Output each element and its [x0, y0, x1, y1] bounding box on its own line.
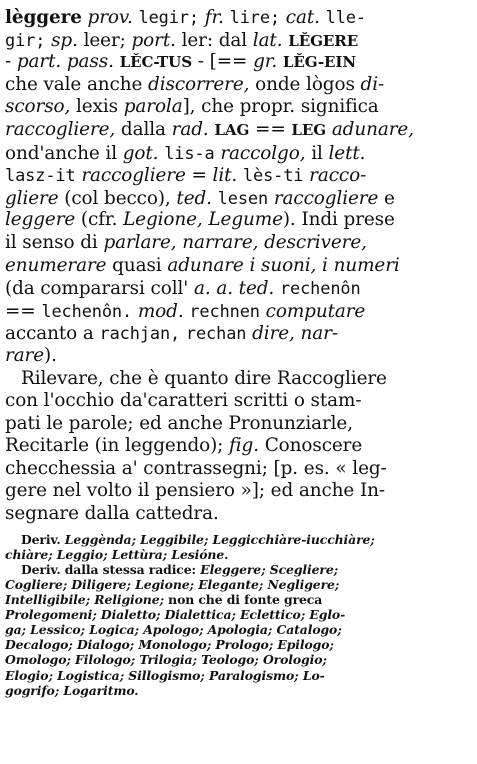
text-run: parlare, narrare, descrivere,: [103, 231, 367, 253]
text-run: lès-ti: [242, 165, 304, 186]
text-run: lett.: [328, 142, 366, 164]
text-run: racco-: [309, 165, 367, 187]
text-run: lechenôn.: [41, 300, 133, 321]
derivative-line: [5, 592, 471, 607]
entry-line: [5, 164, 471, 187]
meaning-line: Recitarle (in leggendo); fig. Conoscere: [5, 435, 363, 457]
entry-line: [5, 29, 471, 52]
text-run: ], che propr. significa: [182, 96, 379, 118]
text-run: ==: [249, 118, 292, 140]
meaning-line: checchessia a' contrassegni; [p. es. « leg-: [5, 457, 387, 479]
text-run: e: [378, 187, 395, 209]
meaning-line: segnare dalla cattedra.: [5, 503, 219, 525]
text-run: fr.: [204, 7, 224, 28]
text-run: adunare i suoni, i numeri: [167, 254, 400, 276]
meaning-line: pati le parole; ed anche Pronunziarle,: [5, 412, 353, 434]
text-run: Legione,: [123, 209, 203, 231]
derivative-run: non che di fonte greca: [163, 592, 323, 608]
text-run: discorrere,: [148, 73, 250, 95]
text-run: legir;: [138, 7, 199, 27]
text-run: prov.: [87, 7, 133, 28]
text-run: LĔGERE: [288, 31, 359, 50]
derivative-run: Cogliere; Diligere; Legione; Elegante; Negligere;: [5, 576, 340, 592]
derivative-run: Decalogo; Dialogo; Monologo; Prologo; Epilogo;: [5, 637, 334, 653]
meaning-line: con l'occhio da'caratteri scritti o stam-: [5, 390, 362, 412]
derivative-run: Omologo; Filologo; Trilogia; Teologo; Orologio;: [5, 652, 327, 668]
text-run: lit.: [212, 165, 238, 187]
text-run: leer;: [77, 29, 132, 51]
text-run: rechan: [185, 323, 247, 344]
text-run: ler: dal: [175, 29, 253, 51]
text-run: raccolgo,: [220, 142, 306, 164]
derivative-run: Prolegomeni; Dialetto; Dialettica; Eclettico; Eglo-: [5, 607, 346, 623]
entry-line: [5, 6, 471, 29]
text-run: lexis: [70, 96, 124, 118]
entry-line: [5, 119, 471, 142]
text-run: sp.: [51, 29, 78, 51]
text-run: enumerare: [5, 254, 107, 276]
entry-line: [5, 209, 471, 232]
text-run: LĔG-EIN: [282, 53, 357, 72]
derivative-line: [5, 637, 471, 652]
derivative-line: [5, 547, 471, 562]
text-run: lis-a: [164, 142, 215, 163]
text-run: (da compararsi coll': [5, 278, 194, 300]
text-run: Legume: [208, 209, 283, 231]
entry-line: [5, 142, 471, 165]
text-run: LĔC-TUS: [119, 53, 193, 72]
text-run: scorso,: [5, 96, 71, 118]
entry-line: [5, 187, 471, 210]
text-run: onde lògos: [249, 73, 361, 95]
text-run: che vale anche: [5, 73, 149, 95]
text-run: ted.: [176, 187, 212, 209]
text-run: lat.: [252, 29, 283, 51]
text-run: quasi: [106, 254, 168, 276]
entry-line: [5, 96, 471, 119]
text-run: gr.: [253, 51, 278, 73]
derivative-run: Deriv. dalla stessa radice:: [21, 561, 201, 577]
derivative-line: [5, 668, 471, 683]
derivative-run: Deriv.: [21, 531, 65, 547]
text-run: got.: [122, 142, 159, 164]
text-run: dalla: [115, 118, 172, 140]
text-run: accanto a: [5, 323, 100, 345]
derivative-line: [5, 683, 471, 698]
text-run: raccogliere,: [5, 118, 116, 140]
derivative-run: Eleggere; Scegliere;: [200, 561, 339, 577]
text-run: lire;: [229, 7, 281, 27]
text-run: part. pass.: [16, 51, 114, 73]
text-run: rare: [5, 344, 45, 366]
meaning-line: gere nel volto il pensiero »]; ed anche In-: [5, 480, 385, 502]
entry-leggere: [5, 6, 471, 368]
text-run: adunare,: [331, 118, 414, 140]
text-run: dire, nar-: [252, 323, 338, 345]
derivative-line: [5, 562, 471, 577]
entry-line: [5, 74, 471, 97]
text-run: gliere: [5, 187, 59, 209]
text-run: il: [305, 142, 329, 164]
text-run: raccogliere: [273, 187, 379, 209]
derivative-run: Leggènda; Leggibile; Leggicchiàre-iucchiàre;: [64, 531, 375, 547]
meaning-line: Rilevare, che è quanto dire Raccogliere: [21, 367, 387, 389]
text-run: lasz-it: [5, 165, 76, 186]
text-run: mod.: [137, 300, 184, 322]
entry-line: [5, 277, 471, 300]
entry-line: [5, 255, 471, 278]
text-run: lle-: [325, 7, 366, 27]
text-run: ond'anche il: [5, 142, 123, 164]
derivative-run: Elogio; Logistica; Sillogismo; Paralogismo; Lo-: [5, 667, 325, 683]
text-run: ). Indi prese: [282, 209, 395, 231]
text-run: rechenôn: [279, 278, 361, 299]
text-run: a. a. ted.: [193, 278, 275, 300]
entry-line: [5, 345, 471, 368]
text-run: raccogliere: [81, 165, 186, 187]
entry-meaning-paragraph: [5, 368, 471, 526]
text-run: lèggere: [5, 7, 82, 28]
derivative-run: gogrifo; Logaritmo.: [5, 682, 139, 698]
derivative-run: Intelligibile; Religione;: [5, 592, 164, 608]
text-run: port.: [131, 29, 176, 51]
text-run: LAG: [214, 120, 250, 139]
text-run: rad.: [171, 118, 209, 140]
derivative-line: [5, 652, 471, 667]
derivative-line: [5, 607, 471, 622]
text-run: rachjan,: [99, 323, 181, 344]
entry-line: [5, 322, 471, 345]
derivative-line: [5, 577, 471, 592]
entry-line: [5, 51, 471, 74]
text-run: parola: [123, 96, 183, 118]
text-run: (col becco),: [58, 187, 177, 209]
entry-line: [5, 232, 471, 255]
text-run: (cfr.: [75, 209, 124, 231]
text-run: gir;: [5, 29, 46, 50]
text-run: leggere: [5, 209, 76, 231]
entry-line: [5, 300, 471, 323]
derivative-run: chiàre; Leggio; Lettùra; Lesióne.: [5, 546, 229, 562]
text-run: di-: [360, 73, 385, 95]
derivatives-section: [5, 532, 471, 698]
text-run: - [==: [192, 51, 254, 73]
derivative-line: [5, 532, 471, 547]
text-run: LEG: [291, 120, 327, 139]
derivative-line: [5, 622, 471, 637]
text-run: ).: [44, 344, 57, 366]
text-run: =: [185, 165, 213, 187]
text-run: rechnen: [189, 300, 260, 321]
derivative-run: ga; Lessico; Logica; Apologo; Apologia; Catalogo;: [5, 622, 342, 638]
text-run: cat.: [285, 7, 320, 28]
text-run: -: [5, 51, 17, 73]
text-run: il senso di: [5, 231, 104, 253]
text-run: ==: [5, 300, 42, 322]
text-run: lesen: [217, 187, 269, 208]
text-run: computare: [265, 300, 366, 322]
